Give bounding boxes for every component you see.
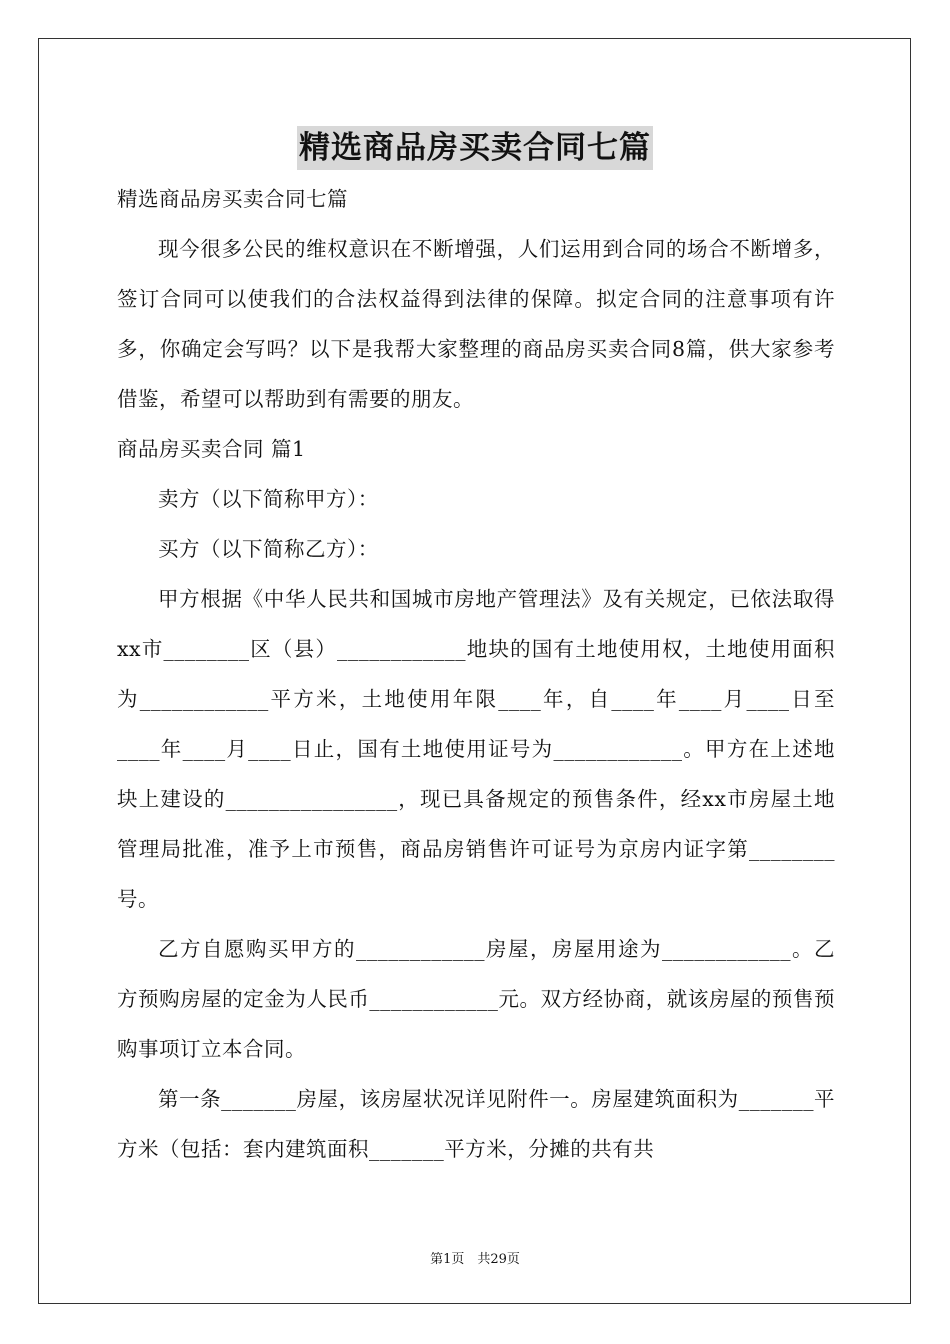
- intro-paragraph: 现今很多公民的维权意识在不断增强，人们运用到合同的场合不断增多，签订合同可以使我们的合法权益得到法律的保障。拟定合同的注意事项有许多，你确定会写吗？以下是我帮大家整理的商品房买卖合同8篇，供大家参考借鉴，希望可以帮助到有需要的朋友。: [117, 237, 835, 411]
- title-container: [0, 126, 950, 170]
- purchase-paragraph: 乙方自愿购买甲方的____________房屋，房屋用途为____________。乙方预购房屋的定金为人民币____________元。双方经协商，就该房屋的预售预购事项订立本合同。: [117, 937, 835, 1061]
- section-title: 商品房买卖合同 篇1: [117, 437, 306, 461]
- page-footer: 第1页 共29页: [430, 1252, 520, 1267]
- document-subtitle: 精选商品房买卖合同七篇: [117, 187, 348, 211]
- article-one-paragraph: 第一条_______房屋，该房屋状况详见附件一。房屋建筑面积为_______平方米（包括：套内建筑面积_______平方米，分摊的共有共: [117, 1087, 835, 1161]
- land-paragraph: 甲方根据《中华人民共和国城市房地产管理法》及有关规定，已依法取得xx市________区（县）____________地块的国有土地使用权，土地使用面积为____________平方米，土地使用年限____年，自____年____月____日至____年____月____日止，国有土地使用证号为____________。甲方在上述地块上建设的________________，现已具备规定的预售条件，经xx市房屋土地管理局批准，准予上市预售，商品房销售许可证号为京房内证字第________号。: [117, 587, 835, 911]
- document-body: [117, 176, 835, 1174]
- buyer-line: 买方（以下简称乙方）：: [158, 537, 379, 561]
- seller-line: 卖方（以下简称甲方）：: [158, 487, 379, 511]
- document-title: 精选商品房买卖合同七篇: [297, 126, 653, 170]
